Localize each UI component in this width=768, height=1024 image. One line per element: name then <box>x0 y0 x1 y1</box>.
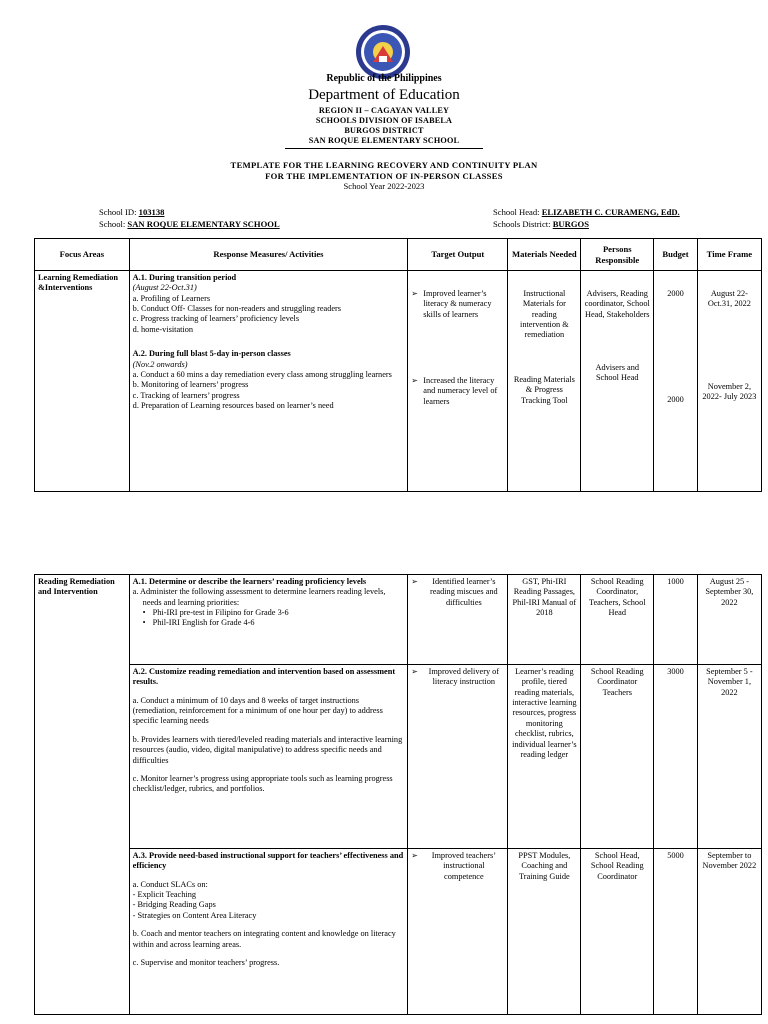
target-output <box>408 271 508 492</box>
activity-item: a. Conduct SLACs on: <box>132 879 208 889</box>
persons-responsible: School Head, School Reading Coordinator <box>581 849 654 1015</box>
activity-bullet: • Phil-IRI English for Grade 4-6 <box>133 618 405 628</box>
column-header: Persons Responsible <box>581 239 654 271</box>
response-measures <box>129 849 408 1015</box>
table-row <box>35 271 762 492</box>
time-item: August 22-Oct.31, 2022 <box>707 289 751 309</box>
budget: 1000 <box>654 575 698 665</box>
target-item: ➢ Improved teachers’ instructional competence <box>411 851 504 882</box>
target-output <box>408 849 508 1015</box>
activity-item: c. Progress tracking of learners’ proficiency levels <box>132 314 300 324</box>
activity-item: c. Supervise and monitor teachers’ progress. <box>132 957 280 967</box>
column-header: Materials Needed <box>508 239 581 271</box>
persons-item: Advisers, Reading coordinator, School Head, Stakeholders <box>584 289 650 319</box>
activity-date: (Nov.2 onwards) <box>132 359 188 369</box>
focus-area: Reading Remediation and Intervention <box>35 575 130 1015</box>
time-frame <box>697 271 761 492</box>
target-item: ➢ Increased the literacy and numeracy level of learners <box>411 376 504 407</box>
activity-dash-item: - Bridging Reading Gaps <box>132 900 216 910</box>
time-frame: September 5 - November 1, 2022 <box>697 665 761 849</box>
school-year: School Year 2022-2023 <box>343 181 425 191</box>
school-id-label: School ID: <box>99 207 137 217</box>
activity-item: c. Monitor learner’s progress using appropriate tools such as learning progress checklist/ledger, rubrics, and portfolios. <box>132 773 393 794</box>
plan-title-line2: FOR THE IMPLEMENTATION OF IN-PERSON CLASSES <box>265 171 503 181</box>
schools-district-label: Schools District: <box>493 219 551 229</box>
persons-responsible <box>581 271 654 492</box>
school-line: SAN ROQUE ELEMENTARY SCHOOL <box>308 136 460 145</box>
plan-table-1 <box>34 238 762 492</box>
activity-item: b. Coach and mentor teachers on integrating content and knowledge on literacy within and across learning areas. <box>132 929 396 949</box>
header-rule <box>285 148 483 149</box>
schools-district-value: BURGOS <box>552 219 589 229</box>
target-item: ➢ Improved delivery of literacy instruction <box>411 667 504 688</box>
republic-line: Republic of the Philippines <box>326 73 442 84</box>
activity-item: b. Monitoring of learners’ progress <box>132 380 249 390</box>
materials-needed: PPST Modules, Coaching and Training Guide <box>508 849 581 1015</box>
activity-item: c. Tracking of learners’ progress <box>132 390 240 400</box>
schools-district-row <box>493 219 589 229</box>
time-frame: August 25 - September 30, 2022 <box>697 575 761 665</box>
activity-date: (August 22-Oct.31) <box>132 283 197 293</box>
activity-item: b. Conduct Off- Classes for non-readers and struggling readers <box>132 304 342 314</box>
school-value: SAN ROQUE ELEMENTARY SCHOOL <box>127 219 280 229</box>
budget <box>654 271 698 492</box>
school-head-label: School Head: <box>493 207 540 217</box>
persons-item: Advisers and School Head <box>595 363 640 383</box>
column-header: Focus Areas <box>35 239 130 271</box>
materials-needed: Learner’s reading profile, tiered reading materials, interactive learning resources, progress monitoring checklist, rubrics, individual learner’s reading ledger <box>508 665 581 849</box>
school-head-value: ELIZABETH C. CURAMENG, EdD. <box>541 207 680 217</box>
activity-title: A.2. Customize reading remediation and intervention based on assessment results. <box>132 667 396 687</box>
activity-item: d. Preparation of Learning resources based on learner’s need <box>132 400 334 410</box>
activity-bullet: • Phi-IRI pre-test in Filipino for Grade 3-6 <box>133 608 405 618</box>
budget: 3000 <box>654 665 698 849</box>
target-output <box>408 575 508 665</box>
materials-needed <box>508 271 581 492</box>
column-header: Time Frame <box>697 239 761 271</box>
activity-title: A.1. Determine or describe the learners’ reading proficiency levels <box>132 577 367 586</box>
materials-item: Instructional Materials for reading intervention & remediation <box>520 289 569 340</box>
response-measures <box>129 575 408 665</box>
region-line: REGION II – CAGAYAN VALLEY <box>318 106 450 115</box>
column-header: Target Output <box>408 239 508 271</box>
school-row <box>99 219 280 229</box>
budget: 5000 <box>654 849 698 1015</box>
persons-responsible: School Reading Coordinator Teachers <box>581 665 654 849</box>
budget-item: 2000 <box>667 289 684 298</box>
table-row <box>35 849 762 1015</box>
plan-table-2 <box>34 574 762 1015</box>
target-item: ➢ Improved learner’s literacy & numeracy skills of learners <box>411 289 504 320</box>
activity-item: a. Conduct a 60 mins a day remediation every class among struggling learners <box>132 369 392 379</box>
activity-item: d. home-visitation <box>132 324 194 334</box>
target-output <box>408 665 508 849</box>
school-label: School: <box>99 219 126 229</box>
materials-needed: GST, Phi-IRI Reading Passages, Phil-IRI Manual of 2018 <box>508 575 581 665</box>
activity-item: b. Provides learners with tiered/leveled reading materials and interactive learning resources (audio, video, digital manipulative) to address specific needs and difficulties <box>132 734 403 765</box>
table-header-row <box>35 239 762 271</box>
target-item: ➢ Identified learner’s reading miscues and difficulties <box>411 577 504 608</box>
table-row <box>35 665 762 849</box>
focus-area: Learning Remediation &Interventions <box>35 271 130 492</box>
plan-title-line1: TEMPLATE FOR THE LEARNING RECOVERY AND CONTINUITY PLAN <box>230 160 538 170</box>
activity-item: a. Conduct a minimum of 10 days and 8 weeks of target instructions (remediation, reinforcement for a minimum of one hour per day) to address specific learning needs <box>132 695 383 726</box>
time-item: November 2, 2022- July 2023 <box>702 381 757 402</box>
activity-title: A.1. During transition period <box>132 273 237 282</box>
school-id-value: 103138 <box>138 207 165 217</box>
materials-item: Reading Materials & Progress Tracking Tool <box>513 374 575 405</box>
time-frame: September to November 2022 <box>697 849 761 1015</box>
district-line: BURGOS DISTRICT <box>344 126 424 135</box>
activity-title: A.3. Provide need-based instructional support for teachers’ effectiveness and efficiency <box>132 851 404 871</box>
column-header: Response Measures/ Activities <box>129 239 408 271</box>
activity-dash-item: - Explicit Teaching <box>132 890 196 900</box>
deped-seal-icon <box>355 24 411 80</box>
school-head-row <box>493 207 680 217</box>
response-measures <box>129 665 408 849</box>
division-line: SCHOOLS DIVISION OF ISABELA <box>315 116 453 125</box>
school-id-row <box>99 207 164 217</box>
activity-item: a. Administer the following assessment to determine learners reading levels, needs and learning priorities: <box>132 587 386 607</box>
activity-title: A.2. During full blast 5-day in-person classes <box>132 349 291 359</box>
persons-responsible: School Reading Coordinator, Teachers, School Head <box>581 575 654 665</box>
table-row <box>35 575 762 665</box>
column-header: Budget <box>654 239 698 271</box>
activity-dash-item: - Strategies on Content Area Literacy <box>132 910 257 920</box>
response-measures <box>129 271 408 492</box>
budget-item: 2000 <box>667 395 684 405</box>
activity-item: a. Profiling of Learners <box>132 293 211 303</box>
department-line: Department of Education <box>308 87 460 103</box>
